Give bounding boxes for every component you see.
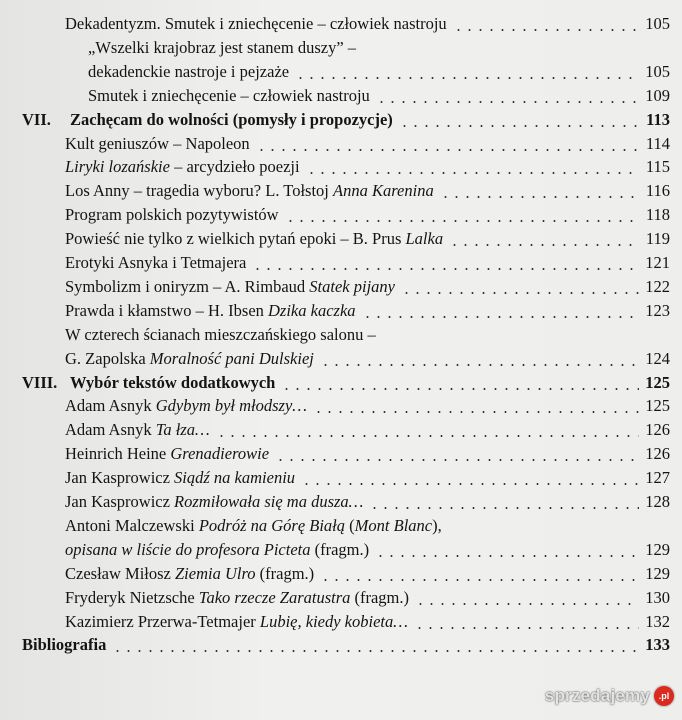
toc-entry-label: Symbolizm i oniryzm – A. Rimbaud xyxy=(65,276,310,296)
toc-entry-row xyxy=(0,490,682,514)
toc-page-number: 132 xyxy=(645,611,670,631)
toc-page-number: 121 xyxy=(645,253,670,272)
toc-entry-label: ( xyxy=(345,515,355,535)
toc-entry-label: Heinrich Heine xyxy=(65,444,171,464)
toc-page-number: 123 xyxy=(645,300,670,320)
toc-dot-leader xyxy=(285,220,640,222)
toc-entry-text xyxy=(65,586,409,610)
toc-work-title: Ziemia Ulro xyxy=(174,563,256,583)
toc-entry-text xyxy=(65,227,443,251)
toc-entry-text xyxy=(65,132,250,156)
toc-part-title: Zachęcam do wolności (pomysły i propozycje) xyxy=(70,109,393,129)
toc-entry-row xyxy=(0,538,682,562)
toc-page-number: 125 xyxy=(645,372,670,392)
toc-work-title: Lubię, kiedy kobieta… xyxy=(259,611,408,631)
toc-entry-row xyxy=(0,586,682,610)
toc-dot-leader xyxy=(313,411,639,413)
toc-entry-text xyxy=(65,12,447,36)
toc-work-title: Dzika kaczka xyxy=(268,300,356,320)
toc-page-number: 113 xyxy=(646,109,670,129)
toc-entry-label: G. Zapolska xyxy=(65,348,150,368)
toc-page-number: 115 xyxy=(645,157,670,177)
toc-work-title: Podróż na Górę Białą xyxy=(198,515,346,535)
toc-entry-row xyxy=(0,36,682,60)
toc-entry-label: Jan Kasprowicz xyxy=(65,492,175,511)
toc-entry-text xyxy=(65,418,210,442)
toc-entry-row xyxy=(0,418,682,442)
toc-entry-text xyxy=(65,538,369,562)
toc-part-row xyxy=(0,108,682,132)
toc-entry-label: dekadenckie nastroje i pejzaże xyxy=(88,61,290,81)
toc-entry-label: Prawda i kłamstwo – H. Ibsen xyxy=(65,300,269,320)
toc-entry-text xyxy=(70,108,393,132)
toc-dot-leader xyxy=(216,435,640,437)
toc-entry-label: (fragm.) xyxy=(255,563,315,583)
toc-dot-leader xyxy=(453,29,640,31)
toc-entry-text xyxy=(65,562,314,586)
toc-entry-text xyxy=(65,442,269,466)
toc-page-number: 126 xyxy=(645,444,670,464)
toc-page-number: 114 xyxy=(645,133,670,153)
toc-entry-text xyxy=(65,323,376,347)
toc-entry-label: Adam Asnyk xyxy=(65,396,156,416)
toc-work-title: Gdybym był młodszy… xyxy=(155,396,307,416)
toc-entry-text xyxy=(65,299,356,323)
toc-entry-row xyxy=(0,203,682,227)
toc-dot-leader xyxy=(399,125,640,127)
toc-page-number: 105 xyxy=(645,61,670,81)
toc-entry-label: Fryderyk Nietzsche xyxy=(65,587,199,607)
watermark xyxy=(545,682,674,710)
toc-entry-row xyxy=(0,12,682,36)
toc-part-number: VIII. xyxy=(22,372,58,392)
toc-dot-leader xyxy=(281,388,639,390)
toc-entry-label: Jan Kasprowicz xyxy=(65,468,175,488)
table-of-contents xyxy=(0,14,682,681)
toc-dot-leader xyxy=(320,364,639,366)
toc-page-number: 133 xyxy=(645,635,670,655)
toc-work-title: Anna Karenina xyxy=(333,181,434,201)
toc-entry-row xyxy=(0,562,682,586)
toc-entry-text xyxy=(65,514,442,538)
toc-entry-row xyxy=(0,442,682,466)
toc-page-number: 116 xyxy=(645,181,670,201)
toc-entry-row xyxy=(0,132,682,156)
toc-entry-row xyxy=(0,251,682,275)
toc-entry-label: „Wszelki krajobraz jest stanem duszy” – xyxy=(88,37,357,57)
toc-entry-text xyxy=(70,371,275,395)
toc-entry-text xyxy=(65,275,395,299)
toc-entry-label: W czterech ścianach mieszczańskiego salonu – xyxy=(65,324,376,344)
toc-page-number: 122 xyxy=(645,276,670,296)
toc-entry-row xyxy=(0,514,682,538)
toc-entry-text xyxy=(65,155,300,179)
toc-page-number: 109 xyxy=(645,85,670,105)
toc-page-number: 128 xyxy=(645,492,670,511)
toc-entry-label: (fragm.) xyxy=(350,587,410,607)
toc-entry-label: Program polskich pozytywistów xyxy=(65,205,279,225)
toc-page-number: 119 xyxy=(645,229,670,249)
toc-page-number: 130 xyxy=(645,587,670,607)
toc-entry-text xyxy=(88,84,370,108)
toc-entry-text xyxy=(65,347,314,371)
toc-page-number: 129 xyxy=(645,539,670,559)
toc-dot-leader xyxy=(414,627,639,629)
toc-page-number: 129 xyxy=(645,563,670,583)
toc-entry-label: Dekadentyzm. Smutek i zniechęcenie – człowiek nastroju xyxy=(65,14,447,33)
toc-work-title: Grenadierowie xyxy=(170,444,270,464)
toc-dot-leader xyxy=(295,77,639,79)
toc-entry-text xyxy=(88,60,289,84)
toc-dot-leader xyxy=(256,149,640,151)
toc-entry-label: Antoni Malczewski xyxy=(65,515,199,535)
toc-work-title: opisana w liście do profesora Picteta xyxy=(65,539,311,559)
toc-entry-row xyxy=(0,323,682,347)
toc-work-title: Lalka xyxy=(405,229,444,249)
toc-entry-row xyxy=(0,60,682,84)
toc-work-title: Statek pijany xyxy=(309,276,395,296)
toc-part-row xyxy=(0,371,682,395)
toc-dot-leader xyxy=(449,244,640,246)
toc-entry-text xyxy=(65,490,363,514)
toc-dot-leader xyxy=(375,555,639,557)
toc-dot-leader xyxy=(252,268,639,270)
toc-page-number: 124 xyxy=(645,348,670,368)
toc-entry-row xyxy=(0,179,682,203)
toc-work-title: Ta łza… xyxy=(155,420,210,440)
toc-part-number: VII. xyxy=(22,109,51,129)
toc-entry-label: Czesław Miłosz xyxy=(65,563,175,583)
toc-dot-leader xyxy=(401,292,639,294)
toc-work-title: Rozmiłowała się ma dusza… xyxy=(174,492,364,511)
toc-dot-leader xyxy=(275,459,639,461)
toc-dot-leader xyxy=(369,507,639,509)
toc-dot-leader xyxy=(306,172,640,174)
toc-entry-text xyxy=(65,203,279,227)
toc-entry-label: Powieść nie tylko z wielkich pytań epoki – B. Prus xyxy=(65,229,406,249)
toc-entry-label: Los Anny – tragedia wyboru? L. Tołstoj xyxy=(65,181,334,201)
toc-work-title: Liryki lozańskie xyxy=(65,157,170,177)
toc-entry-label: – arcydzieło poezji xyxy=(169,157,300,177)
toc-part-title: Wybór tekstów dodatkowych xyxy=(70,372,276,392)
toc-entry-text xyxy=(65,179,434,203)
toc-entry-row xyxy=(0,466,682,490)
toc-entry-text xyxy=(65,466,295,490)
toc-entry-label: Erotyki Asnyka i Tetmajera xyxy=(65,253,247,272)
watermark-logo-icon: .pl xyxy=(654,686,674,706)
toc-work-title: Tako rzecze Zaratustra xyxy=(198,587,351,607)
toc-part-title: Bibliografia xyxy=(22,635,107,655)
toc-dot-leader xyxy=(376,101,639,103)
toc-entry-row xyxy=(0,84,682,108)
toc-work-title: Siądź na kamieniu xyxy=(174,468,296,488)
toc-dot-leader xyxy=(112,650,639,652)
toc-page-number: 126 xyxy=(645,420,670,440)
toc-entry-text xyxy=(65,610,408,634)
toc-entry-label: (fragm.) xyxy=(310,539,370,559)
watermark-text: sprzedajemy xyxy=(544,686,650,705)
toc-entry-text xyxy=(65,394,307,418)
toc-entry-row xyxy=(0,610,682,634)
toc-entry-text xyxy=(22,633,106,657)
toc-entry-row xyxy=(0,227,682,251)
toc-dot-leader xyxy=(362,316,640,318)
toc-entry-label: Kazimierz Przerwa-Tetmajer xyxy=(65,611,260,631)
toc-entry-row xyxy=(0,299,682,323)
toc-entry-text xyxy=(65,251,246,275)
toc-entry-label: ), xyxy=(432,515,442,535)
toc-page-number: 105 xyxy=(645,14,670,33)
toc-work-title: Mont Blanc xyxy=(354,515,433,535)
toc-entry-row xyxy=(0,275,682,299)
toc-entry-label: Kult geniuszów – Napoleon xyxy=(65,133,250,153)
toc-entry-row xyxy=(0,394,682,418)
toc-entry-label: Smutek i zniechęcenie – człowiek nastroju xyxy=(88,85,370,105)
toc-dot-leader xyxy=(440,196,640,198)
toc-entry-row xyxy=(0,155,682,179)
toc-entry-text xyxy=(88,36,356,60)
toc-page-number: 118 xyxy=(645,205,670,225)
toc-dot-leader xyxy=(415,603,639,605)
toc-dot-leader xyxy=(301,483,639,485)
toc-dot-leader xyxy=(320,579,639,581)
toc-page-number: 127 xyxy=(645,468,670,488)
toc-work-title: Moralność pani Dulskiej xyxy=(149,348,314,368)
toc-page-number: 125 xyxy=(645,396,670,416)
toc-entry-row xyxy=(0,347,682,371)
toc-part-row xyxy=(0,633,682,657)
toc-entry-label: Adam Asnyk xyxy=(65,420,156,440)
